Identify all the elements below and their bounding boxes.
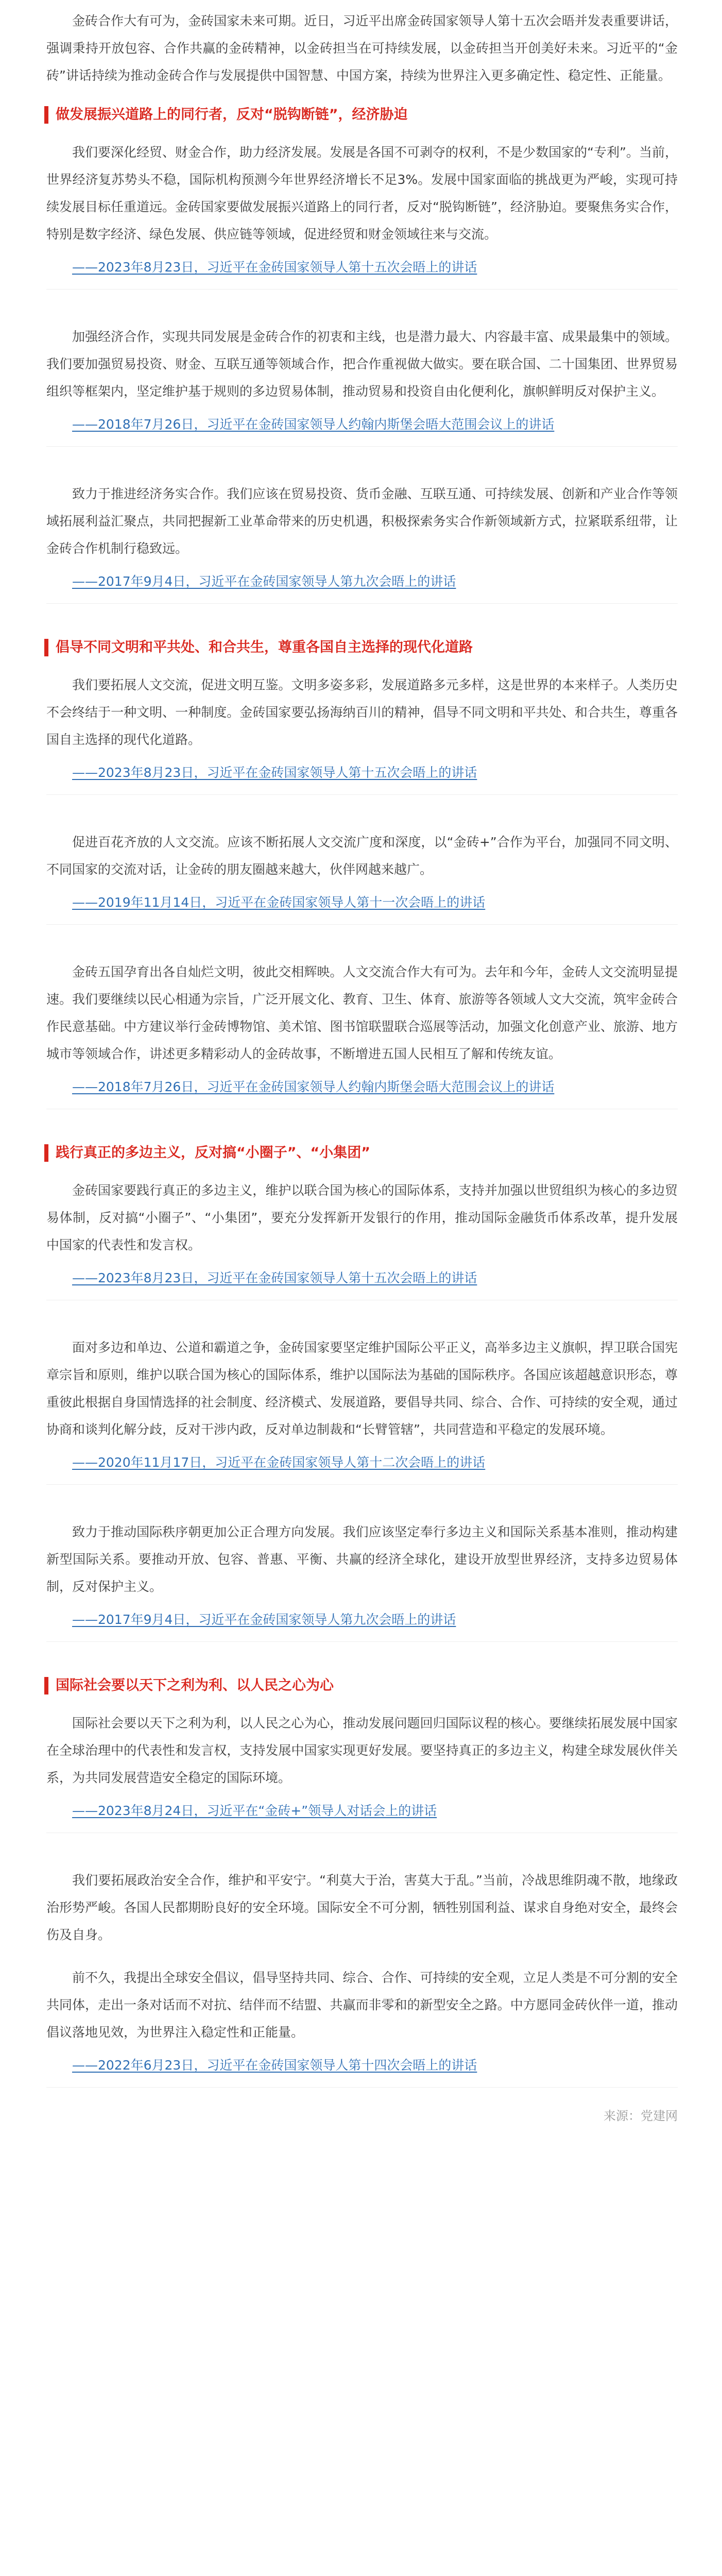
citation-divider [46, 446, 678, 447]
citation-divider [46, 2087, 678, 2088]
citation-divider [46, 924, 678, 925]
citation-text: ——2017年9月4日，习近平在金砖国家领导人第九次会晤上的讲话 [72, 1612, 456, 1627]
citation-text: ——2023年8月24日，习近平在“金砖+”领导人对话会上的讲话 [72, 1803, 437, 1818]
citation-divider [46, 1300, 678, 1301]
intro-paragraph: 金砖合作大有可为，金砖国家未来可期。近日，习近平出席金砖国家领导人第十五次会晤并发表重要讲话，强调秉持开放包容、合作共赢的金砖精神，以金砖担当在可持续发展，以金砖担当开创美好未来。习近平的“金砖”讲话持续为推动金砖合作与发展提供中国智慧、中国方案，持续为世界注入更多确定性、稳定性、正能量。 [46, 13, 678, 83]
citation-line [46, 761, 678, 784]
section-heading [44, 637, 678, 658]
section-heading-text: 践行真正的多边主义，反对搞“小圈子”、“小集团” [56, 1145, 370, 1161]
citation-text: ——2023年8月23日，习近平在金砖国家领导人第十五次会晤上的讲话 [72, 1270, 477, 1285]
citation-line [46, 1267, 678, 1290]
section-heading-text: 国际社会要以天下之利为利、以人民之心为心 [56, 1677, 334, 1693]
section-heading-text: 做发展振兴道路上的同行者，反对“脱钩断链”，经济胁迫 [56, 107, 408, 123]
citation-text: ——2018年7月26日，习近平在金砖国家领导人约翰内斯堡会晤大范围会议上的讲话 [72, 417, 555, 432]
citation-line [46, 891, 678, 914]
quote-paragraph: 我们要深化经贸、财金合作，助力经济发展。发展是各国不可剥夺的权利，不是少数国家的“专利”。当前，世界经济复苏势头不稳，国际机构预测今年世界经济增长不足3%。发展中国家面临的挑战更为严峻，实现可持续发展目标任重道远。金砖国家要做发展振兴道路上的同行者，反对“脱钩断链”，经济胁迫。要聚焦务实合作，特别是数字经济、绿色发展、供应链等领域，促进经贸和财金领域往来与交流。 [46, 145, 678, 242]
quote-paragraph: 加强经济合作，实现共同发展是金砖合作的初衷和主线，也是潜力最大、内容最丰富、成果最集中的领域。我们要加强贸易投资、财金、互联互通等领域合作，把合作重视做大做实。要在联合国、二十国集团、世界贸易组织等框架内，坚定维护基于规则的多边贸易体制，推动贸易和投资自由化便利化，旗帜鲜明反对保护主义。 [46, 329, 678, 399]
citation-line [46, 256, 678, 279]
citation-line [46, 1800, 678, 1822]
citation-line [46, 1451, 678, 1474]
citation-text: ——2019年11月14日，习近平在金砖国家领导人第十一次会晤上的讲话 [72, 895, 486, 910]
citation-line [46, 413, 678, 436]
quote-paragraph: 致力于推动国际秩序朝更加公正合理方向发展。我们应该坚定奉行多边主义和国际关系基本准则，推动构建新型国际关系。要推动开放、包容、普惠、平衡、共赢的经济全球化，建设开放型世界经济，支持多边贸易体制，反对保护主义。 [46, 1524, 678, 1594]
quote-paragraph: 金砖五国孕育出各自灿烂文明，彼此交相辉映。人文交流合作大有可为。去年和今年，金砖人文交流明显提速。我们要继续以民心相通为宗旨，广泛开展文化、教育、卫生、体育、旅游等各领域人文大交流，筑牢金砖合作民意基础。中方建议举行金砖博物馆、美术馆、图书馆联盟联合巡展等活动，加强文化创意产业、旅游、地方城市等领域合作，讲述更多精彩动人的金砖故事，不断增进五国人民相互了解和传统友谊。 [46, 964, 678, 1061]
quote-paragraph: 我们要拓展政治安全合作，维护和平安宁。“利莫大于治，害莫大于乱。”当前，冷战思维阴魂不散，地缘政治形势严峻。各国人民都期盼良好的安全环境。国际安全不可分割，牺牲别国利益、谋求自身绝对安全，最终会伤及自身。 [46, 1873, 678, 1942]
citation-text: ——2020年11月17日，习近平在金砖国家领导人第十二次会晤上的讲话 [72, 1455, 486, 1470]
section-heading-bar [44, 639, 48, 656]
citation-line [46, 1608, 678, 1631]
section-heading-bar [44, 1144, 48, 1162]
quote-paragraph: 国际社会要以天下之利为利，以人民之心为心，推动发展问题回归国际议程的核心。要继续拓展发展中国家在全球治理中的代表性和发言权，支持发展中国家实现更好发展。要坚持真正的多边主义，构建全球发展伙伴关系，为共同发展营造安全稳定的国际环境。 [46, 1716, 678, 1785]
sections-container [46, 105, 678, 2088]
citation-line [46, 570, 678, 593]
quote-paragraph: 面对多边和单边、公道和霸道之争，金砖国家要坚定维护国际公平正义，高举多边主义旗帜，捍卫联合国宪章宗旨和原则，维护以联合国为核心的国际体系，维护以国际法为基础的国际秩序。各国应该超越意识形态，尊重彼此根据自身国情选择的社会制度、经济模式、发展道路，要倡导共同、综合、合作、可持续的安全观，通过协商和谈判化解分歧，反对干涉内政，反对单边制裁和“长臂管辖”，共同营造和平稳定的发展环境。 [46, 1340, 678, 1437]
citation-divider [46, 289, 678, 290]
quote-paragraph: 我们要拓展人文交流，促进文明互鉴。文明多姿多彩，发展道路多元多样，这是世界的本来样子。人类历史不会终结于一种文明、一种制度。金砖国家要弘扬海纳百川的精神，倡导不同文明和平共处、和合共生，尊重各国自主选择的现代化道路。 [46, 677, 678, 747]
quote-paragraph: 促进百花齐放的人文交流。应该不断拓展人文交流广度和深度，以“金砖+”合作为平台，加强同不同文明、不同国家的交流对话，让金砖的朋友圈越来越大，伙伴网越来越广。 [46, 835, 678, 877]
citation-text: ——2017年9月4日，习近平在金砖国家领导人第九次会晤上的讲话 [72, 574, 456, 589]
section-heading-bar [44, 106, 48, 124]
citation-divider [46, 1833, 678, 1834]
citation-divider [46, 1641, 678, 1642]
quote-paragraph: 前不久，我提出全球安全倡议，倡导坚持共同、综合、合作、可持续的安全观，立足人类是不可分割的安全共同体，走出一条对话而不对抗、结伴而不结盟、共赢而非零和的新型安全之路。中方愿同金砖伙伴一道，推动倡议落地见效，为世界注入稳定性和正能量。 [46, 1970, 678, 2040]
citation-text: ——2023年8月23日，习近平在金砖国家领导人第十五次会晤上的讲话 [72, 765, 477, 780]
citation-line [46, 1076, 678, 1098]
section-heading-text: 倡导不同文明和平共处、和合共生，尊重各国自主选择的现代化道路 [56, 639, 473, 655]
citation-text: ——2022年6月23日，习近平在金砖国家领导人第十四次会晤上的讲话 [72, 2058, 477, 2073]
source-credit: 来源：党建网 [604, 2109, 678, 2123]
section-heading [44, 1143, 678, 1163]
citation-text: ——2023年8月23日，习近平在金砖国家领导人第十五次会晤上的讲话 [72, 260, 477, 275]
section-heading-bar [44, 1677, 48, 1694]
quote-paragraph: 致力于推进经济务实合作。我们应该在贸易投资、货币金融、互联互通、可持续发展、创新和产业合作等领域拓展利益汇聚点，共同把握新工业革命带来的历史机遇，积极探索务实合作新领域新方式，拉紧联系纽带，让金砖合作机制行稳致远。 [46, 486, 678, 556]
quote-paragraph: 金砖国家要践行真正的多边主义，维护以联合国为核心的国际体系，支持并加强以世贸组织为核心的多边贸易体制，反对搞“小圈子”、“小集团”，要充分发挥新开发银行的作用，推动国际金融货币体系改革，提升发展中国家的代表性和发言权。 [46, 1183, 678, 1252]
citation-line [46, 2054, 678, 2077]
citation-divider [46, 1109, 678, 1110]
citation-divider [46, 794, 678, 795]
citation-divider [46, 603, 678, 604]
section-heading [44, 105, 678, 125]
citation-divider [46, 1484, 678, 1485]
section-heading [44, 1675, 678, 1696]
citation-text: ——2018年7月26日，习近平在金砖国家领导人约翰内斯堡会晤大范围会议上的讲话 [72, 1079, 555, 1094]
